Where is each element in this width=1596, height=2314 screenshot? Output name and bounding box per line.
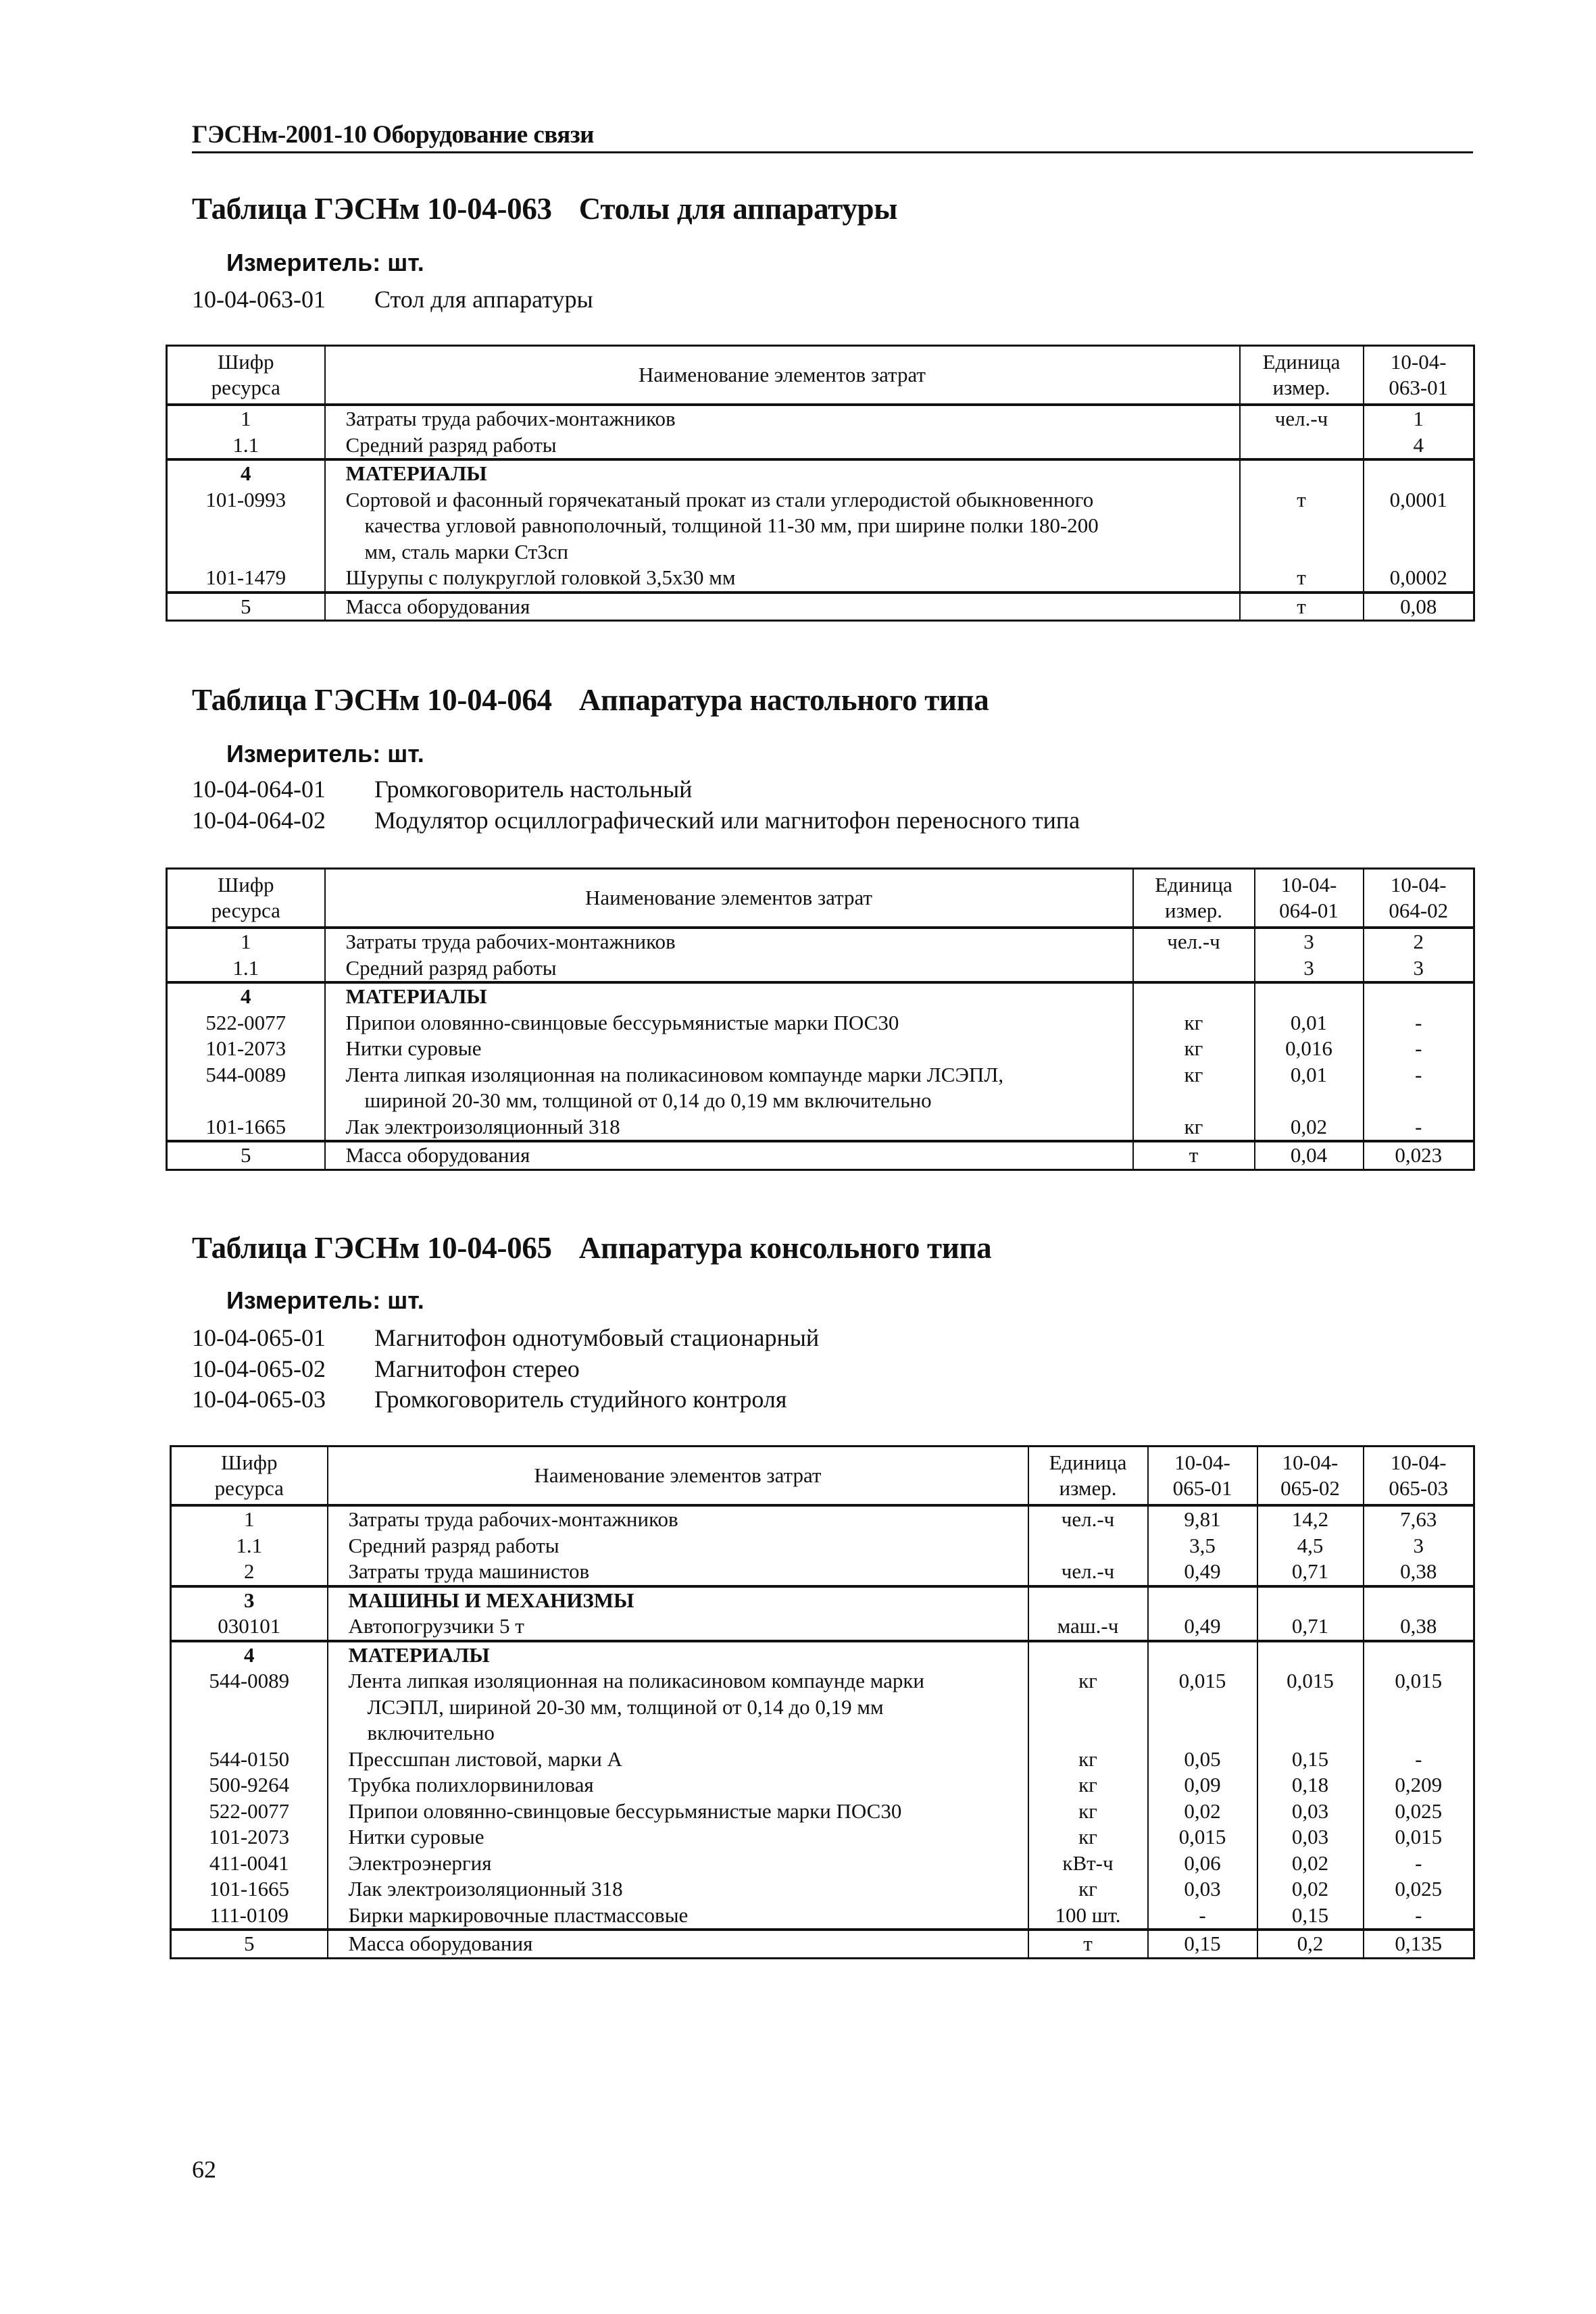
norm-value: 0,025 bbox=[1364, 1876, 1474, 1903]
header-unit-line: измер. bbox=[1059, 1476, 1117, 1500]
norm-value: 0,03 bbox=[1257, 1824, 1364, 1851]
resource-code: 5 bbox=[171, 1930, 328, 1958]
norm-value: 0,0001 bbox=[1364, 487, 1474, 565]
norm-value: 0,015 bbox=[1257, 1668, 1364, 1746]
header-norm-column bbox=[1364, 346, 1474, 405]
resource-name-line: Масса оборудования bbox=[345, 1143, 530, 1167]
header-norm-line: 10-04- bbox=[1390, 350, 1447, 374]
resource-code: 111-0109 bbox=[171, 1903, 328, 1930]
unit: кг bbox=[1028, 1668, 1148, 1746]
header-unit-line: Единица bbox=[1155, 873, 1232, 897]
unit: 100 шт. bbox=[1028, 1903, 1148, 1930]
resource-name-line: Лента липкая изоляционная на поликасиновом компаунде марки ЛСЭПЛ, bbox=[345, 1062, 1004, 1086]
unit: т bbox=[1240, 565, 1364, 593]
header-code bbox=[171, 1447, 328, 1506]
unit: кг bbox=[1028, 1746, 1148, 1773]
norm-value: 0,02 bbox=[1255, 1114, 1364, 1142]
table-row bbox=[171, 1876, 1474, 1903]
norm-value: 0,04 bbox=[1255, 1141, 1364, 1169]
table-row bbox=[167, 1141, 1474, 1169]
norm-name: Стол для аппаратуры bbox=[374, 286, 593, 313]
table-row bbox=[167, 487, 1474, 565]
resource-name bbox=[325, 593, 1240, 621]
norm-value: 0,38 bbox=[1364, 1613, 1474, 1641]
norm-value: 0,015 bbox=[1148, 1824, 1257, 1851]
norm-item bbox=[192, 1385, 787, 1413]
resource-name-line: Нитки суровые bbox=[348, 1825, 484, 1848]
table-name: Аппаратура консольного типа bbox=[578, 1231, 992, 1265]
unit: кг bbox=[1028, 1876, 1148, 1903]
resource-name bbox=[328, 1586, 1028, 1614]
unit: кг bbox=[1133, 1036, 1255, 1062]
unit: т bbox=[1133, 1141, 1255, 1169]
resource-code: 101-1665 bbox=[171, 1876, 328, 1903]
norm-value: - bbox=[1364, 1903, 1474, 1930]
resource-name-line: Масса оборудования bbox=[348, 1932, 533, 1955]
norm-code: 10-04-064-01 bbox=[192, 776, 326, 803]
table-row bbox=[167, 459, 1474, 487]
norm-code: 10-04-064-02 bbox=[192, 807, 326, 834]
norm-value: 4 bbox=[1364, 432, 1474, 460]
norm-value bbox=[1364, 459, 1474, 487]
norm-value: 0,05 bbox=[1148, 1746, 1257, 1773]
norm-value: 0,03 bbox=[1257, 1799, 1364, 1825]
resource-name-line: Затраты труда рабочих-монтажников bbox=[348, 1507, 678, 1531]
norm-value: 4,5 bbox=[1257, 1533, 1364, 1559]
header-name: Наименование элементов затрат bbox=[325, 346, 1240, 405]
table-row bbox=[171, 1772, 1474, 1799]
table-row bbox=[167, 1062, 1474, 1114]
table-row bbox=[171, 1746, 1474, 1773]
resource-name-line: Лента липкая изоляционная на поликасиновом компаунде марки bbox=[348, 1669, 925, 1692]
resource-code: 030101 bbox=[171, 1613, 328, 1641]
unit: чел.-ч bbox=[1028, 1505, 1148, 1533]
norm-value: 0,02 bbox=[1257, 1851, 1364, 1877]
table-row bbox=[171, 1903, 1474, 1930]
norm-value: 0,71 bbox=[1257, 1559, 1364, 1586]
unit: кг bbox=[1133, 1010, 1255, 1036]
resource-code: 500-9264 bbox=[171, 1772, 328, 1799]
header-unit bbox=[1028, 1447, 1148, 1506]
header-row bbox=[171, 1447, 1474, 1506]
unit: чел.-ч bbox=[1133, 928, 1255, 955]
unit bbox=[1028, 1586, 1148, 1614]
norm-value: 0,49 bbox=[1148, 1559, 1257, 1586]
resource-code: 3 bbox=[171, 1586, 328, 1614]
norm-value: - bbox=[1364, 1746, 1474, 1773]
norm-value: 0,2 bbox=[1257, 1930, 1364, 1958]
norm-value: 0,01 bbox=[1255, 1062, 1364, 1114]
resource-name bbox=[328, 1505, 1028, 1533]
resource-code: 4 bbox=[167, 459, 325, 487]
resource-name bbox=[328, 1824, 1028, 1851]
norm-value: 0,71 bbox=[1257, 1613, 1364, 1641]
resource-name-line: Затраты труда рабочих-монтажников bbox=[345, 930, 676, 953]
resource-name bbox=[328, 1533, 1028, 1559]
resource-code: 4 bbox=[167, 982, 325, 1010]
header-unit bbox=[1133, 869, 1255, 928]
unit: кг bbox=[1028, 1772, 1148, 1799]
measure-unit: Измеритель: шт. bbox=[226, 249, 424, 276]
resource-name bbox=[328, 1746, 1028, 1773]
resource-code: 5 bbox=[167, 593, 325, 621]
norm-code: 10-04-065-03 bbox=[192, 1386, 326, 1413]
header-unit-line: измер. bbox=[1272, 376, 1330, 399]
cost-table bbox=[170, 1445, 1475, 1959]
header-code-line: ресурса bbox=[211, 899, 280, 922]
resource-name-line: МАТЕРИАЛЫ bbox=[345, 984, 487, 1008]
resource-name-line: мм, сталь марки Ст3сп bbox=[364, 539, 569, 563]
resource-code: 101-1479 bbox=[167, 565, 325, 593]
unit bbox=[1028, 1641, 1148, 1669]
table-row bbox=[167, 1114, 1474, 1142]
resource-name bbox=[328, 1641, 1028, 1669]
page-number: 62 bbox=[192, 2156, 216, 2183]
resource-name-line: Средний разряд работы bbox=[345, 432, 557, 457]
resource-code: 101-2073 bbox=[171, 1824, 328, 1851]
header-norm-line: 10-04- bbox=[1174, 1451, 1230, 1474]
resource-code: 4 bbox=[171, 1641, 328, 1669]
resource-name bbox=[325, 432, 1240, 460]
resource-code: 522-0077 bbox=[171, 1799, 328, 1825]
resource-name bbox=[328, 1851, 1028, 1877]
resource-name-line: Затраты труда машинистов bbox=[348, 1559, 590, 1583]
header-norm-line: 10-04- bbox=[1282, 1451, 1339, 1474]
header-unit-line: Единица bbox=[1049, 1451, 1127, 1474]
table-row bbox=[167, 432, 1474, 460]
resource-code: 101-2073 bbox=[167, 1036, 325, 1062]
unit: т bbox=[1028, 1930, 1148, 1958]
table-name: Аппаратура настольного типа bbox=[578, 683, 989, 717]
norm-value: 0,03 bbox=[1148, 1876, 1257, 1903]
table-row bbox=[167, 982, 1474, 1010]
norm-value: 3 bbox=[1255, 955, 1364, 983]
resource-code: 1 bbox=[167, 405, 325, 432]
resource-name bbox=[325, 405, 1240, 432]
header-norm-column bbox=[1364, 1447, 1474, 1506]
table-row bbox=[171, 1641, 1474, 1669]
resource-name bbox=[325, 565, 1240, 593]
norm-value: 2 bbox=[1364, 928, 1474, 955]
norm-value: 0,135 bbox=[1364, 1930, 1474, 1958]
resource-name-line: Автопогрузчики 5 т bbox=[348, 1614, 524, 1638]
norm-value: - bbox=[1364, 1062, 1474, 1114]
resource-name-line: МАТЕРИАЛЫ bbox=[348, 1642, 490, 1667]
norm-value: 0,025 bbox=[1364, 1799, 1474, 1825]
norm-value: 3 bbox=[1364, 955, 1474, 983]
norm-value bbox=[1257, 1586, 1364, 1614]
resource-code: 411-0041 bbox=[171, 1851, 328, 1877]
unit: маш.-ч bbox=[1028, 1613, 1148, 1641]
running-header: ГЭСНм-2001-10 Оборудование связи bbox=[192, 121, 594, 149]
resource-name bbox=[325, 955, 1133, 983]
unit: кг bbox=[1133, 1062, 1255, 1114]
norm-value: 0,15 bbox=[1148, 1930, 1257, 1958]
table-row bbox=[171, 1586, 1474, 1614]
unit: кВт-ч bbox=[1028, 1851, 1148, 1877]
resource-name bbox=[325, 1114, 1133, 1142]
norm-value: 0,0002 bbox=[1364, 565, 1474, 593]
resource-name bbox=[325, 1010, 1133, 1036]
resource-name bbox=[328, 1876, 1028, 1903]
norm-value: 3 bbox=[1364, 1533, 1474, 1559]
table-row bbox=[167, 565, 1474, 593]
header-norm-line: 065-01 bbox=[1172, 1476, 1232, 1500]
header-unit bbox=[1240, 346, 1364, 405]
norm-value: 0,15 bbox=[1257, 1746, 1364, 1773]
norm-item bbox=[192, 775, 692, 803]
norm-value: 3 bbox=[1255, 928, 1364, 955]
norm-item bbox=[192, 285, 593, 313]
header-norm-line: 10-04- bbox=[1390, 1451, 1447, 1474]
norm-value: 9,81 bbox=[1148, 1505, 1257, 1533]
table-row bbox=[171, 1533, 1474, 1559]
resource-name bbox=[325, 982, 1133, 1010]
table-row bbox=[167, 1010, 1474, 1036]
resource-code: 2 bbox=[171, 1559, 328, 1586]
resource-name-line: МАТЕРИАЛЫ bbox=[345, 461, 487, 485]
table-row bbox=[167, 955, 1474, 983]
resource-name bbox=[328, 1613, 1028, 1641]
norm-value bbox=[1364, 1641, 1474, 1669]
header-code-line: ресурса bbox=[214, 1476, 284, 1500]
resource-name-line: включительно bbox=[367, 1721, 495, 1744]
resource-code: 1.1 bbox=[167, 432, 325, 460]
norm-item bbox=[192, 1355, 580, 1383]
norm-value bbox=[1257, 1641, 1364, 1669]
resource-code: 101-0993 bbox=[167, 487, 325, 565]
resource-name bbox=[325, 928, 1133, 955]
table-number: Таблица ГЭСНм 10-04-063 bbox=[192, 192, 552, 226]
table-row bbox=[171, 1930, 1474, 1958]
unit: кг bbox=[1028, 1824, 1148, 1851]
unit bbox=[1133, 982, 1255, 1010]
table-row bbox=[171, 1824, 1474, 1851]
resource-name-line: Трубка полихлорвиниловая bbox=[348, 1773, 594, 1796]
norm-code: 10-04-065-01 bbox=[192, 1324, 326, 1351]
unit: кг bbox=[1133, 1114, 1255, 1142]
header-code-line: Шифр bbox=[218, 873, 274, 897]
resource-name-line: Средний разряд работы bbox=[348, 1533, 559, 1557]
norm-value: 0,015 bbox=[1148, 1668, 1257, 1746]
resource-code: 1 bbox=[167, 928, 325, 955]
norm-value: 0,18 bbox=[1257, 1772, 1364, 1799]
table-title bbox=[192, 1230, 991, 1265]
cost-table bbox=[166, 867, 1475, 1171]
norm-value: 14,2 bbox=[1257, 1505, 1364, 1533]
norm-name: Магнитофон стерео bbox=[374, 1355, 580, 1382]
resource-name bbox=[328, 1559, 1028, 1586]
table-number: Таблица ГЭСНм 10-04-064 bbox=[192, 683, 552, 717]
norm-value: 3,5 bbox=[1148, 1533, 1257, 1559]
norm-value: 0,02 bbox=[1148, 1799, 1257, 1825]
header-code bbox=[167, 869, 325, 928]
norm-value bbox=[1255, 982, 1364, 1010]
header-norm-column bbox=[1255, 869, 1364, 928]
norm-value: 7,63 bbox=[1364, 1505, 1474, 1533]
resource-name-line: Припои оловянно-свинцовые бессурьмянистые марки ПОС30 bbox=[348, 1799, 902, 1823]
resource-code: 5 bbox=[167, 1141, 325, 1169]
resource-code: 544-0089 bbox=[167, 1062, 325, 1114]
table-row bbox=[171, 1851, 1474, 1877]
norm-value: - bbox=[1364, 1851, 1474, 1877]
resource-name bbox=[325, 459, 1240, 487]
header-norm-column bbox=[1257, 1447, 1364, 1506]
resource-name-line: Затраты труда рабочих-монтажников bbox=[345, 407, 676, 430]
norm-value: 0,08 bbox=[1364, 593, 1474, 621]
norm-value: 0,015 bbox=[1364, 1668, 1474, 1746]
resource-name-line: Сортовой и фасонный горячекатаный прокат из стали углеродистой обыкновенного bbox=[345, 487, 1094, 511]
header-rule bbox=[192, 151, 1473, 153]
header-unit-line: измер. bbox=[1164, 899, 1223, 922]
resource-name bbox=[325, 1141, 1133, 1169]
header-code-line: Шифр bbox=[221, 1451, 278, 1474]
resource-name-line: Припои оловянно-свинцовые бессурьмянистые марки ПОС30 bbox=[345, 1010, 899, 1034]
norm-value: - bbox=[1364, 1010, 1474, 1036]
norm-name: Громкоговоритель студийного контроля bbox=[374, 1386, 787, 1413]
norm-item bbox=[192, 1324, 819, 1352]
table-row bbox=[171, 1505, 1474, 1533]
measure-unit: Измеритель: шт. bbox=[226, 740, 424, 768]
norm-value: 0,49 bbox=[1148, 1613, 1257, 1641]
table-title bbox=[192, 682, 989, 718]
header-norm-line: 10-04- bbox=[1280, 873, 1337, 897]
resource-code: 544-0150 bbox=[171, 1746, 328, 1773]
resource-name bbox=[325, 1062, 1133, 1114]
measure-unit: Измеритель: шт. bbox=[226, 1286, 424, 1314]
table-number: Таблица ГЭСНм 10-04-065 bbox=[192, 1231, 552, 1265]
norm-value: - bbox=[1364, 1114, 1474, 1142]
norm-value: 0,15 bbox=[1257, 1903, 1364, 1930]
resource-name-line: Средний разряд работы bbox=[345, 955, 557, 980]
header-name: Наименование элементов затрат bbox=[328, 1447, 1028, 1506]
norm-value: 0,09 bbox=[1148, 1772, 1257, 1799]
header-norm-line: 064-01 bbox=[1279, 899, 1339, 922]
resource-name-line: качества угловой равнополочный, толщиной 11-30 мм, при ширине полки 180-200 bbox=[364, 513, 1099, 537]
norm-value bbox=[1148, 1586, 1257, 1614]
table-row bbox=[171, 1613, 1474, 1641]
norm-item bbox=[192, 806, 1080, 834]
resource-code: 1.1 bbox=[171, 1533, 328, 1559]
norm-value: 0,209 bbox=[1364, 1772, 1474, 1799]
norm-value: 0,02 bbox=[1257, 1876, 1364, 1903]
resource-name-line: Масса оборудования bbox=[345, 594, 530, 618]
table-row bbox=[167, 593, 1474, 621]
norm-value: - bbox=[1364, 1036, 1474, 1062]
resource-code: 1 bbox=[171, 1505, 328, 1533]
norm-name: Громкоговоритель настольный bbox=[374, 776, 693, 803]
resource-code: 101-1665 bbox=[167, 1114, 325, 1142]
norm-value: 0,06 bbox=[1148, 1851, 1257, 1877]
table-row bbox=[171, 1668, 1474, 1746]
header-code-line: ресурса bbox=[211, 376, 280, 399]
header-norm-column bbox=[1148, 1447, 1257, 1506]
unit: т bbox=[1240, 593, 1364, 621]
resource-name-line: Шурупы с полукруглой головкой 3,5х30 мм bbox=[345, 565, 736, 589]
resource-name-line: Лак электроизоляционный 318 bbox=[345, 1114, 620, 1138]
resource-name bbox=[325, 487, 1240, 565]
header-norm-line: 065-02 bbox=[1280, 1476, 1340, 1500]
table-row bbox=[167, 1036, 1474, 1062]
unit: кг bbox=[1028, 1799, 1148, 1825]
resource-code: 522-0077 bbox=[167, 1010, 325, 1036]
resource-name-line: шириной 20-30 мм, толщиной от 0,14 до 0,19 мм включительно bbox=[364, 1088, 932, 1112]
norm-value: 0,015 bbox=[1364, 1824, 1474, 1851]
resource-name-line: Лак электроизоляционный 318 bbox=[348, 1877, 623, 1901]
unit: чел.-ч bbox=[1028, 1559, 1148, 1586]
header-row bbox=[167, 346, 1474, 405]
table-title bbox=[192, 191, 897, 226]
norm-value bbox=[1364, 1586, 1474, 1614]
unit: т bbox=[1240, 487, 1364, 565]
cost-table bbox=[166, 345, 1475, 622]
norm-value: 0,01 bbox=[1255, 1010, 1364, 1036]
header-code bbox=[167, 346, 325, 405]
table-row bbox=[171, 1799, 1474, 1825]
table-row bbox=[167, 405, 1474, 432]
unit bbox=[1240, 432, 1364, 460]
norm-value bbox=[1364, 982, 1474, 1010]
resource-name-line: ЛСЭПЛ, шириной 20-30 мм, толщиной от 0,14 до 0,19 мм bbox=[367, 1694, 884, 1719]
header-code-line: Шифр bbox=[218, 350, 274, 374]
resource-name bbox=[328, 1903, 1028, 1930]
resource-name bbox=[328, 1668, 1028, 1746]
norm-code: 10-04-063-01 bbox=[192, 286, 326, 313]
header-name: Наименование элементов затрат bbox=[325, 869, 1133, 928]
resource-code: 1.1 bbox=[167, 955, 325, 983]
norm-value: 0,023 bbox=[1364, 1141, 1474, 1169]
resource-code: 544-0089 bbox=[171, 1668, 328, 1746]
resource-name bbox=[328, 1772, 1028, 1799]
norm-value: 1 bbox=[1364, 405, 1474, 432]
table-row bbox=[171, 1559, 1474, 1586]
norm-name: Модулятор осциллографический или магнитофон переносного типа bbox=[374, 807, 1080, 834]
resource-name bbox=[328, 1930, 1028, 1958]
norm-value bbox=[1148, 1641, 1257, 1669]
resource-name bbox=[325, 1036, 1133, 1062]
unit bbox=[1133, 955, 1255, 983]
resource-name-line: Бирки маркировочные пластмассовые bbox=[348, 1903, 689, 1927]
header-unit-line: Единица bbox=[1262, 350, 1341, 374]
unit: чел.-ч bbox=[1240, 405, 1364, 432]
resource-name-line: МАШИНЫ И МЕХАНИЗМЫ bbox=[348, 1588, 634, 1612]
resource-name-line: Нитки суровые bbox=[345, 1036, 482, 1060]
norm-value: - bbox=[1148, 1903, 1257, 1930]
norm-name: Магнитофон однотумбовый стационарный bbox=[374, 1324, 820, 1351]
resource-name bbox=[328, 1799, 1028, 1825]
norm-code: 10-04-065-02 bbox=[192, 1355, 326, 1382]
norm-value: 0,016 bbox=[1255, 1036, 1364, 1062]
resource-name-line: Прессшпан листовой, марки А bbox=[348, 1746, 622, 1771]
norm-value: 0,38 bbox=[1364, 1559, 1474, 1586]
header-norm-line: 10-04- bbox=[1390, 873, 1447, 897]
header-norm-line: 065-03 bbox=[1389, 1476, 1449, 1500]
unit bbox=[1028, 1533, 1148, 1559]
header-norm-line: 064-02 bbox=[1389, 899, 1449, 922]
header-norm-line: 063-01 bbox=[1389, 376, 1449, 399]
unit bbox=[1240, 459, 1364, 487]
header-norm-column bbox=[1364, 869, 1474, 928]
header-row bbox=[167, 869, 1474, 928]
table-name: Столы для аппаратуры bbox=[578, 192, 898, 226]
resource-name-line: Электроэнергия bbox=[348, 1851, 492, 1875]
table-row bbox=[167, 928, 1474, 955]
